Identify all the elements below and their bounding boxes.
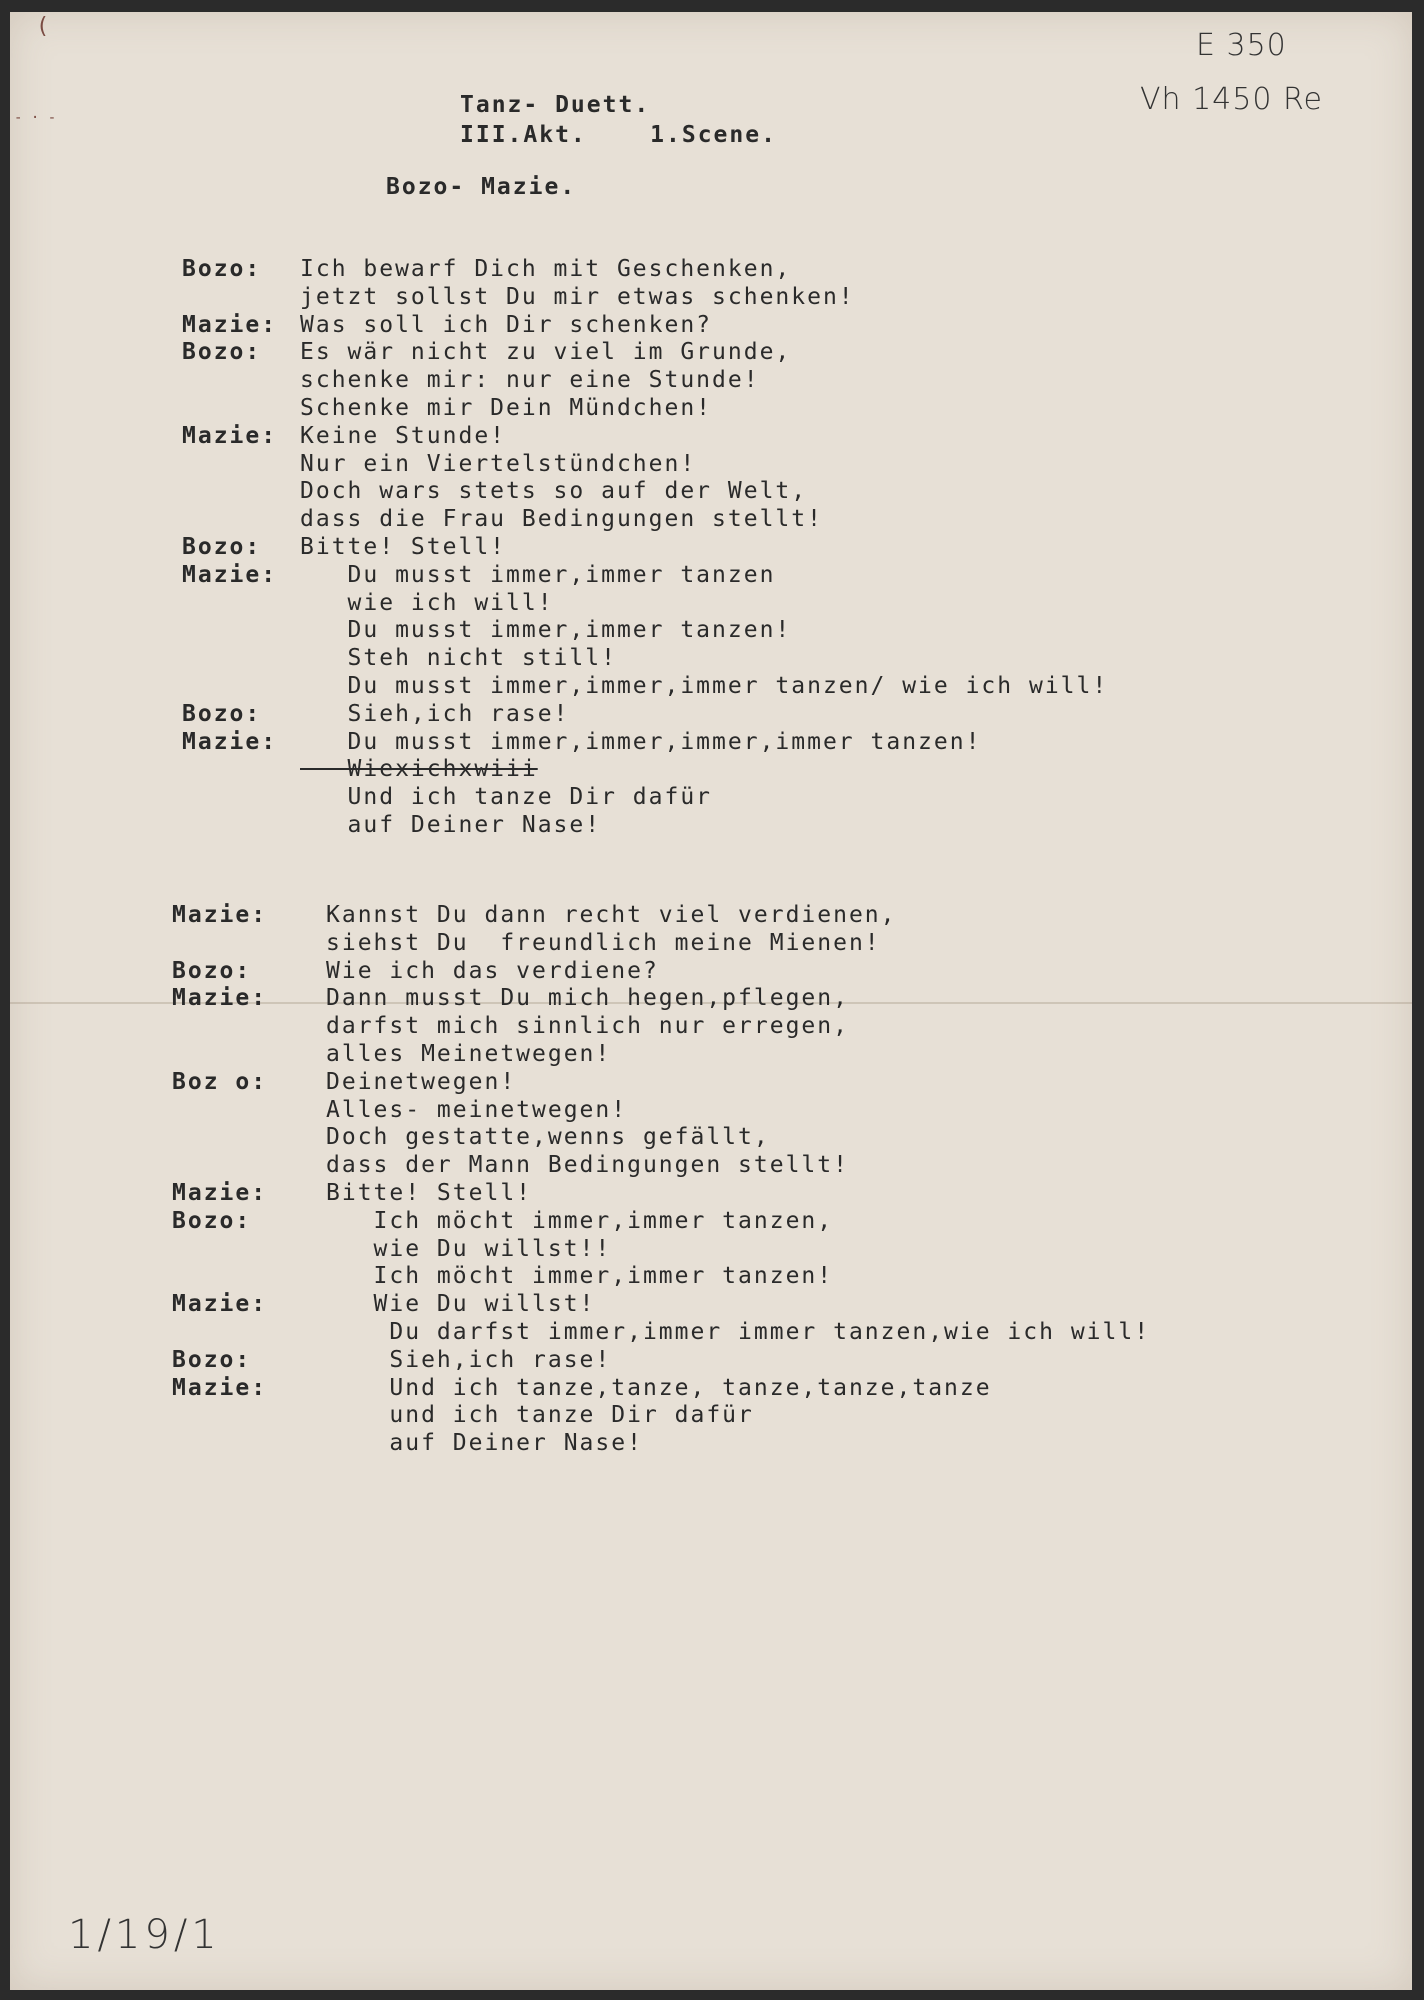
speaker-label: Mazie: — [172, 1291, 268, 1318]
lyric-line: wie Du willst!! — [326, 1235, 612, 1262]
speaker-label: Bozo: — [182, 700, 262, 727]
archive-code-top: E 350 — [1196, 28, 1287, 63]
speaker-label: Bozo: — [182, 534, 262, 560]
lyric-line: und ich tanze Dir dafür — [326, 1402, 754, 1429]
speaker-label: Boz o: — [172, 1068, 268, 1095]
speaker-label: Bozo: — [182, 256, 262, 282]
speaker-label: Bozo: — [172, 957, 252, 984]
speaker-label: Mazie: — [182, 311, 278, 338]
lyric-line: Ich möcht immer,immer tanzen! — [326, 1263, 834, 1290]
binder-mark-dots: - · - — [14, 110, 57, 126]
speaker-label: Mazie: — [182, 422, 278, 449]
speaker-label: Bozo: — [172, 1346, 252, 1373]
archive-code-bottom: 1/19/1 — [68, 1912, 221, 1958]
speaker-label: Mazie: — [182, 561, 278, 588]
lyric-line: Wiexichxwiii — [300, 756, 538, 783]
lyric-line: Es wär nicht zu viel im Grunde, — [300, 339, 792, 366]
lyric-line: Kannst Du dann recht viel verdienen, — [326, 902, 897, 928]
speaker-label: Bozo: — [182, 339, 262, 366]
speaker-label: Mazie: — [182, 728, 278, 755]
lyric-line: Schenke mir Dein Mündchen! — [300, 395, 713, 421]
lyric-line: Und ich tanze,tanze, tanze,tanze,tanze — [326, 1374, 992, 1401]
lyric-line: Doch wars stets so auf der Welt, — [300, 478, 808, 505]
lyric-line: Deinetwegen! — [326, 1068, 517, 1095]
lyric-line: dass die Frau Bedingungen stellt! — [300, 506, 823, 533]
speaker-label: Mazie: — [172, 985, 268, 1012]
lyric-line: Nur ein Viertelstündchen! — [300, 450, 697, 477]
lyric-line: Dann musst Du mich hegen,pflegen, — [326, 985, 849, 1012]
lyric-line: darfst mich sinnlich nur erregen, — [326, 1013, 849, 1040]
lyric-line: jetzt sollst Du mir etwas schenken! — [300, 283, 855, 310]
lyric-line: siehst Du freundlich meine Mienen! — [326, 929, 881, 956]
lyric-line: Steh nicht still! — [300, 645, 617, 672]
speaker-label: Mazie: — [172, 902, 268, 928]
lyric-line: alles Meinetwegen! — [326, 1041, 612, 1067]
lyric-line: Bitte! Stell! — [326, 1180, 533, 1206]
lyric-line: Wie ich das verdiene? — [326, 957, 659, 984]
speaker-label: Mazie: — [172, 1180, 268, 1206]
lyric-line: Ich möcht immer,immer tanzen, — [326, 1207, 834, 1234]
lyric-line: Sieh,ich rase! — [300, 700, 570, 727]
lyric-line: Du musst immer,immer,immer,immer tanzen! — [300, 728, 982, 755]
archive-code-second: Vh 1450 Re — [1140, 82, 1323, 117]
lyric-line: Was soll ich Dir schenken? — [300, 311, 713, 338]
lyric-line: Doch gestatte,wenns gefällt, — [326, 1124, 770, 1151]
lyric-line: dass der Mann Bedingungen stellt! — [326, 1152, 849, 1179]
lyric-line: Du musst immer,immer,immer tanzen/ wie ich will! — [300, 673, 1109, 699]
lyric-line: Alles- meinetwegen! — [326, 1096, 628, 1123]
speaker-label: Bozo: — [172, 1207, 252, 1234]
lyric-line: Du musst immer,immer tanzen! — [300, 617, 792, 644]
act-scene: III.Akt. 1.Scene. — [460, 122, 777, 148]
characters-line: Bozo- Mazie. — [386, 174, 577, 200]
lyric-line: auf Deiner Nase! — [326, 1430, 643, 1457]
lyric-line: Und ich tanze Dir dafür — [300, 784, 713, 811]
lyric-line: Du musst immer,immer tanzen — [300, 561, 776, 588]
lyric-line: wie ich will! — [300, 589, 554, 616]
binder-mark: ( — [36, 14, 50, 39]
lyric-line: Wie Du willst! — [326, 1291, 596, 1318]
lyric-line: Ich bewarf Dich mit Geschenken, — [300, 256, 792, 282]
lyric-line: Bitte! Stell! — [300, 534, 507, 560]
lyric-line: Sieh,ich rase! — [326, 1346, 612, 1373]
song-title: Tanz- Duett. — [460, 92, 651, 118]
lyric-line: auf Deiner Nase! — [300, 812, 602, 838]
lyric-line: schenke mir: nur eine Stunde! — [300, 367, 760, 394]
speaker-label: Mazie: — [172, 1374, 268, 1401]
lyric-line: Keine Stunde! — [300, 422, 507, 449]
lyric-line: Du darfst immer,immer immer tanzen,wie ich will! — [326, 1319, 1151, 1345]
